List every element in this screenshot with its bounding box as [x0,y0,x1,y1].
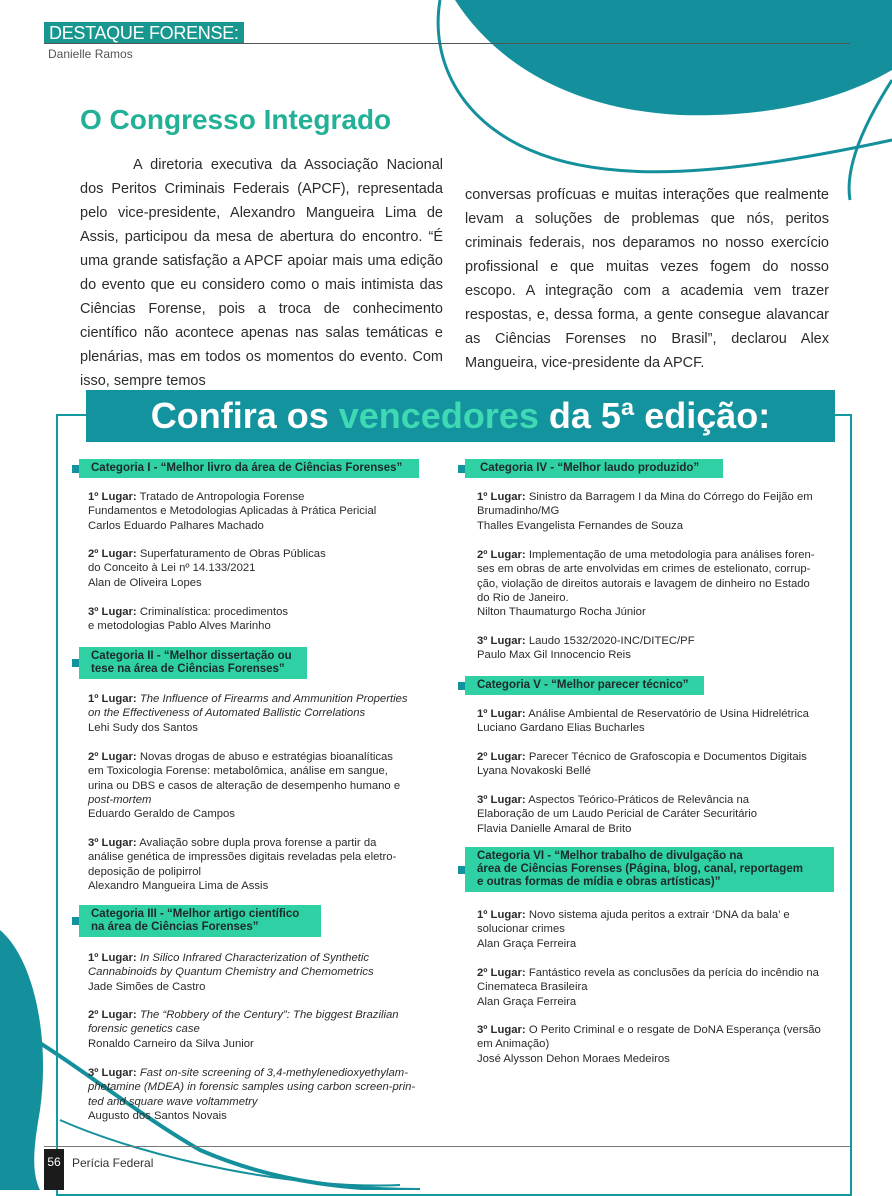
category-6-title-cont: área de Ciências Forenses (Página, blog, canal, reportagem [477,863,803,875]
banner-text-pre: Confira os [150,395,339,436]
category-5-header [465,676,704,695]
category-4-header [465,459,723,478]
publication-name: Perícia Federal [72,1156,154,1170]
footer-divider [44,1146,850,1147]
winner-work: The “Robbery of the Century”: The biggest Brazilian [136,1009,399,1021]
category-3-title-cont: na área de Ciências Forenses” [91,921,259,933]
page-number: 56 [44,1149,64,1190]
winner-work: Novo sistema ajuda peritos a extrair ‘DNA da bala’ e [525,909,790,921]
winner-work: Laudo 1532/2020-INC/DITEC/PF [525,635,695,647]
category-3-winner-3 [88,1066,415,1123]
winner-author: Jade Simões de Castro [88,980,206,993]
winner-work-cont: análise genética de impressões digitais reveladas pela eletro- [88,851,397,864]
winner-work: Fantástico revela as conclusões da perícia do incêndio na [525,967,819,979]
winner-author: José Alysson Dehon Moraes Medeiros [477,1052,670,1065]
place-label: 3º Lugar: [477,794,526,806]
category-2-winner-1 [88,692,408,735]
category-1-title: Categoria I - “Melhor livro da área de Ciências Forenses” [91,462,403,474]
intro-paragraph-left: A diretoria executiva da Associação Nacional dos Peritos Criminais Federais (APCF), representada pelo vice-presidente, Alexandro Mangueira Lima de Assis, participou da mesa de abertura do encontro. “É uma grande satisfação a APCF apoiar mais uma edição do evento que eu considero como o mais intimista das Ciências Forense, pois a troca de conhecimento científico não acontece apenas nas salas temáticas e plenárias, mas em todos os momentos do evento. Com isso, sempre temos [80,157,443,389]
category-3-title: Categoria III - “Melhor artigo científico [91,908,300,920]
intro-column-left [80,153,443,393]
winner-author: Alan Graça Ferreira [477,937,577,950]
winner-work: Aspectos Teórico-Práticos de Relevância na [525,794,750,806]
winner-work-cont: deposição de polipirrol [88,865,202,878]
winner-work: Implementação de uma metodologia para análises foren- [525,549,815,561]
intro-column-right [465,183,829,375]
category-6-winner-3 [477,1023,821,1066]
banner-text-post: da 5ª edição: [538,395,771,436]
winner-work-cont: Cinemateca Brasileira [477,981,588,994]
winner-work: Avaliação sobre dupla prova forense a partir da [136,837,377,849]
category-3-winner-2 [88,1008,399,1051]
section-label: DESTAQUE FORENSE: [44,22,244,43]
winner-work-cont: e metodologias Pablo Alves Marinho [88,620,271,633]
winner-work-cont: ção, violação de direitos autorais e lavagem de dinheiro no Estado [477,577,810,590]
place-label: 2º Lugar: [88,751,137,763]
winner-author: Lyana Novakoski Bellé [477,765,591,778]
winner-work: Superfaturamento de Obras Públicas [136,548,326,560]
place-label: 1º Lugar: [88,693,137,705]
winner-author: Alan Graça Ferreira [477,995,577,1008]
category-6-title-cont: e outras formas de mídia e obras artísticas)” [477,876,721,888]
winner-work: Novas drogas de abuso e estratégias bioanalíticas [136,751,393,763]
winner-work-cont: do Rio de Janeiro. [477,591,569,604]
category-1-winner-3 [88,605,288,634]
winner-work-cont: ted and square wave voltammetry [88,1095,258,1108]
category-3-header [79,905,321,937]
banner-highlight: vencedores [338,395,539,436]
winner-author: Ronaldo Carneiro da Silva Junior [88,1037,254,1050]
category-2-title-cont: tese na área de Ciências Forenses” [91,663,285,675]
winner-work-cont: urina ou DBS e casos de alteração de desempenho humano e [88,779,401,792]
winner-work-cont: do Conceito à Lei nº 14.133/2021 [88,562,256,575]
category-6-title: Categoria VI - “Melhor trabalho de divulgação na [477,850,743,862]
winner-work-cont: em Toxicologia Forense: metabolômica, análise em sangue, [88,765,388,778]
place-label: 2º Lugar: [477,967,526,979]
category-4-winner-3 [477,634,695,663]
winner-work: Fast on-site screening of 3,4-methylenedioxyethylam- [136,1067,408,1079]
place-label: 1º Lugar: [88,491,137,503]
winner-work-cont: ses em obras de arte envolvidas em crimes de estelionato, corrup- [477,563,811,576]
winner-work-cont: forensic genetics case [88,1023,200,1036]
category-1-winner-2 [88,547,326,590]
winner-work: Tratado de Antropologia Forense [136,491,305,503]
category-2-header [79,647,307,679]
place-label: 3º Lugar: [88,837,137,849]
winner-work-cont: Cannabinoids by Quantum Chemistry and Chemometrics [88,966,374,979]
place-label: 3º Lugar: [88,606,137,618]
winner-work: O Perito Criminal e o resgate de DoNA Esperança (versão [525,1024,821,1036]
intro-paragraph-right: conversas profícuas e muitas interações que realmente levam a soluções de problemas que nós, peritos criminais federais, nos deparamos no nosso exercício profissional e que muitas vezes fogem do nosso escopo. A integração com a academia vem trazer respostas, e, dessa forma, a gente consegue alavancar as Ciências Forenses no Brasil”, declarou Alex Mangueira, vice-presidente da APCF. [465,187,829,371]
winner-work: Parecer Técnico de Grafoscopia e Documentos Digitais [525,751,807,763]
top-wave [455,0,892,115]
place-label: 2º Lugar: [477,549,526,561]
winner-work: Sinistro da Barragem I da Mina do Córrego do Feijão em [525,491,813,503]
category-2-winner-3 [88,836,396,893]
category-6-header [465,847,834,892]
category-5-winner-2 [477,750,807,779]
category-4-winner-1 [477,490,813,533]
category-3-winner-1 [88,951,374,994]
category-4-title: Categoria IV - “Melhor laudo produzido” [480,462,700,474]
winner-work-cont: phetamine (MDEA) in forensic samples using carbon screen-prin- [88,1081,416,1094]
winner-author: Alan de Oliveira Lopes [88,576,202,589]
category-6-winner-1 [477,908,790,951]
winner-author: Thalles Evangelista Fernandes de Souza [477,519,683,532]
category-2-winner-2 [88,750,400,821]
winner-work-cont: Elaboração de um Laudo Pericial de Caráter Securitário [477,808,758,821]
category-6-winner-2 [477,966,819,1009]
category-5-winner-1 [477,707,809,736]
winner-work: In Silico Infrared Characterization of Synthetic [136,952,370,964]
place-label: 1º Lugar: [88,952,137,964]
winner-author: Paulo Max Gil Innocencio Reis [477,649,631,662]
place-label: 3º Lugar: [477,635,526,647]
place-label: 2º Lugar: [88,1009,137,1021]
place-label: 2º Lugar: [477,751,526,763]
category-2-title: Categoria II - “Melhor dissertação ou [91,650,292,662]
category-1-header [79,459,419,478]
winner-work: Criminalística: procedimentos [136,606,289,618]
winner-work-cont: em Animação) [477,1038,550,1051]
winner-author: Carlos Eduardo Palhares Machado [88,519,264,532]
winner-work-cont: solucionar crimes [477,923,565,936]
place-label: 1º Lugar: [477,491,526,503]
winner-author: Lehi Sudy dos Santos [88,721,198,734]
article-title: O Congresso Integrado [80,104,392,135]
place-label: 2º Lugar: [88,548,137,560]
winner-author: Luciano Gardano Elias Bucharles [477,722,645,735]
author-name: Danielle Ramos [48,47,133,61]
category-4-winner-2 [477,548,815,619]
category-1-winner-1 [88,490,376,533]
place-label: 1º Lugar: [477,708,526,720]
winner-work: The Influence of Firearms and Ammunition Properties [136,693,408,705]
winner-work-cont: Fundamentos e Metodologias Aplicadas à Prática Pericial [88,505,377,518]
winner-work-cont: on the Effectiveness of Automated Ballistic Correlations [88,707,366,720]
place-label: 3º Lugar: [88,1067,137,1079]
category-5-title: Categoria V - “Melhor parecer técnico” [477,679,689,691]
place-label: 1º Lugar: [477,909,526,921]
winner-author: Flavia Danielle Amaral de Brito [477,822,632,835]
left-wave [0,930,43,1190]
category-5-winner-3 [477,793,757,836]
winners-banner [86,390,835,442]
header-divider [44,43,850,44]
winner-work-cont: Brumadinho/MG [477,505,560,518]
winner-author: Augusto dos Santos Novais [88,1109,227,1122]
winner-work-cont: post-mortem [88,793,152,806]
winner-author: Eduardo Geraldo de Campos [88,808,235,821]
winner-work: Análise Ambiental de Reservatório de Usina Hidrelétrica [525,708,809,720]
winner-author: Alexandro Mangueira Lima de Assis [88,879,269,892]
winner-author: Nilton Thaumaturgo Rocha Júnior [477,606,646,619]
place-label: 3º Lugar: [477,1024,526,1036]
